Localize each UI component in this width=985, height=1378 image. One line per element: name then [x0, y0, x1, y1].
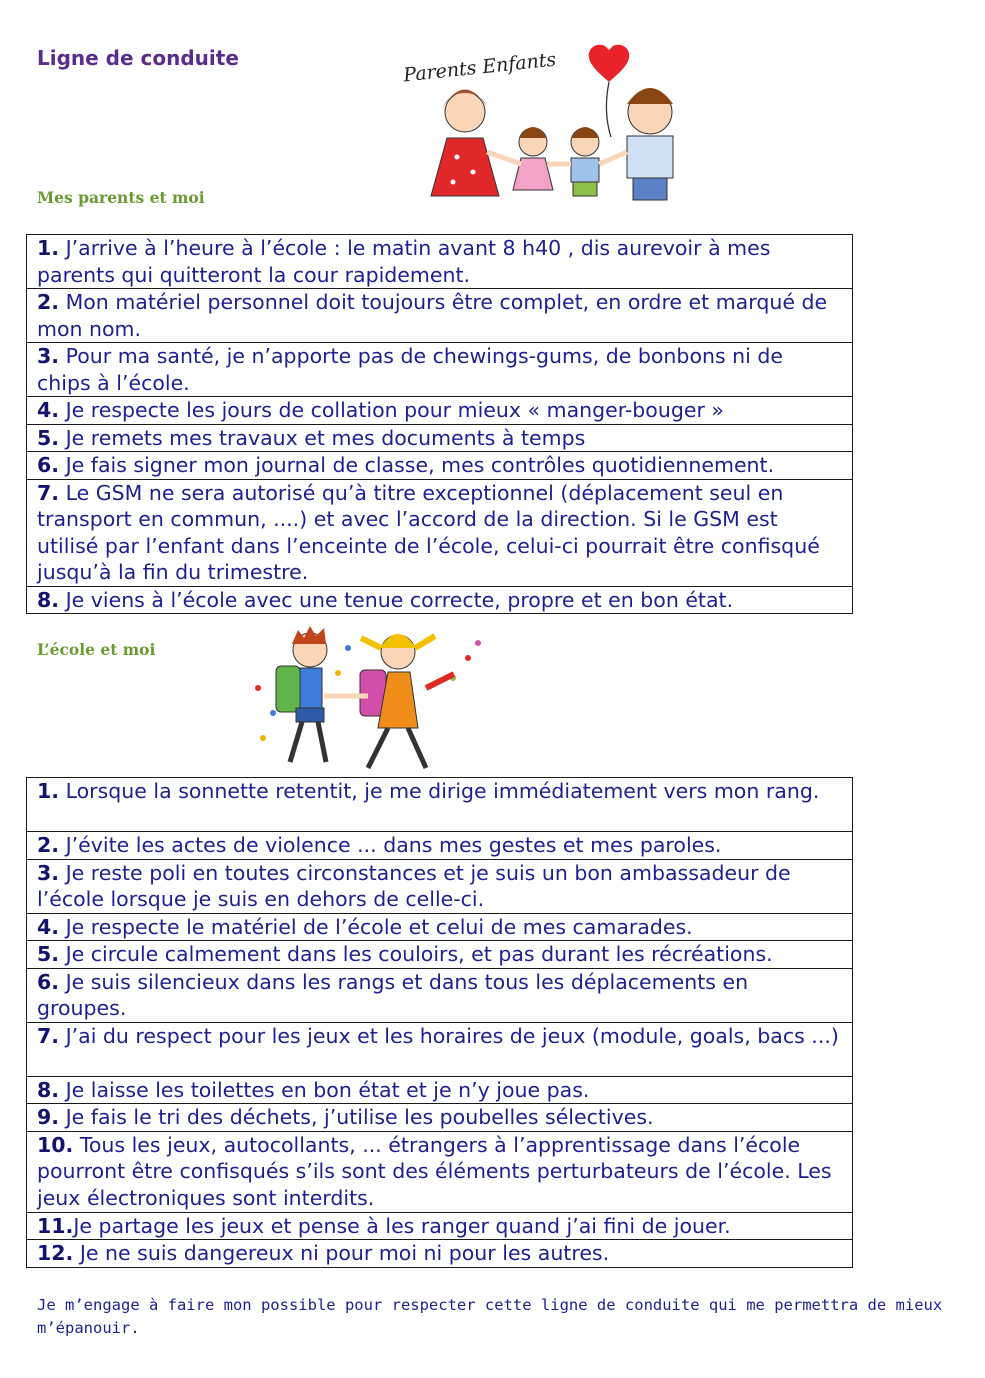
table-row: [27, 859, 853, 913]
table-row: [27, 479, 853, 586]
rule-text: J’arrive à l’heure à l’école : le matin avant 8 h40 , dis aurevoir à mes parents qui quitteront la cour rapidement.: [37, 236, 771, 287]
rule-number: 7.: [37, 480, 60, 505]
table-row: [27, 832, 853, 860]
rule-number: 2.: [37, 833, 60, 857]
table-row: [27, 1131, 853, 1212]
rule-number: 5.: [37, 942, 60, 966]
table-row: [27, 397, 853, 425]
rule-text: Mon matériel personnel doit toujours être complet, en ordre et marqué de mon nom.: [37, 290, 828, 341]
rule-number: 5.: [37, 425, 60, 450]
table-row: [27, 424, 853, 452]
rule-number: 9.: [37, 1105, 60, 1129]
rule-number: 2.: [37, 290, 60, 314]
rule-number: 4.: [37, 914, 60, 939]
rule-text: Tous les jeux, autocollants, ... étrangers à l’apprentissage dans l’école pourront être confisqués s’ils sont des éléments perturbateurs de l’école. Les jeux électroniques sont interdits.: [37, 1132, 832, 1210]
page-title: Ligne de conduite: [37, 46, 239, 70]
rule-text: Je viens à l’école avec une tenue correcte, propre et en bon état.: [59, 587, 734, 612]
rule-text: Je partage les jeux et pense à les ranger quand j’ai fini de jouer.: [73, 1213, 731, 1238]
rule-number: 8.: [37, 1077, 60, 1102]
rule-number: 7.: [37, 1023, 60, 1048]
table-row: [27, 343, 853, 397]
table-row: [27, 289, 853, 343]
rule-text: Je laisse les toilettes en bon état et je n’y joue pas.: [59, 1077, 590, 1102]
rule-text: J’évite les actes de violence ... dans mes gestes et mes paroles.: [59, 833, 722, 857]
rule-text: Je reste poli en toutes circonstances et je suis un bon ambassadeur de l’école lorsque je suis en dehors de celle-ci.: [37, 860, 791, 911]
table-row: [27, 452, 853, 480]
table-row: [27, 1022, 853, 1076]
rule-number: 10.: [37, 1132, 74, 1157]
rule-number: 3.: [37, 860, 60, 885]
rule-number: 11.: [37, 1213, 74, 1238]
rule-text: Je remets mes travaux et mes documents à temps: [59, 425, 586, 450]
rule-number: 1.: [37, 779, 60, 803]
table-row: [27, 1104, 853, 1132]
family-illustration: [395, 42, 705, 202]
table-row: [27, 1240, 853, 1268]
table-row: [27, 778, 853, 832]
rule-text: Je ne suis dangereux ni pour moi ni pour les autres.: [73, 1241, 610, 1265]
rule-text: Je fais le tri des déchets, j’utilise les poubelles sélectives.: [59, 1105, 654, 1129]
parents-enfants-handwriting: Parents Enfants: [402, 48, 558, 87]
rule-text: Je respecte le matériel de l’école et celui de mes camarades.: [59, 914, 693, 939]
rule-text: J’ai du respect pour les jeux et les horaires de jeux (module, goals, bacs ...): [59, 1023, 839, 1048]
rule-text: Pour ma santé, je n’apporte pas de chewings-gums, de bonbons ni de chips à l’école.: [37, 344, 783, 395]
rule-number: 8.: [37, 587, 60, 612]
rule-number: 12.: [37, 1241, 74, 1265]
table-row: [27, 1212, 853, 1240]
rule-text: Je respecte les jours de collation pour mieux « manger-bouger »: [59, 398, 724, 422]
rule-text: Je suis silencieux dans les rangs et dans tous les déplacements en groupes.: [37, 969, 749, 1020]
table-row: [27, 586, 853, 614]
rule-number: 6.: [37, 969, 60, 994]
rules-table-school: [26, 777, 853, 1268]
table-row: [27, 913, 853, 941]
rule-number: 6.: [37, 453, 60, 477]
rule-text: Le GSM ne sera autorisé qu’à titre exceptionnel (déplacement seul en transport en commun, ....) et avec l’accord de la direction. Si le GSM est utilisé par l’enfant dans l’enceinte de l’école, celui-ci pourrait être confisqué jusqu’à la fin du trimestre.: [37, 480, 820, 584]
rule-text: Lorsque la sonnette retentit, je me dirige immédiatement vers mon rang.: [59, 779, 820, 803]
rules-table-parents: [26, 234, 853, 614]
table-row: [27, 968, 853, 1022]
rule-number: 1.: [37, 236, 60, 260]
children-school-illustration: [248, 618, 488, 776]
table-row: [27, 941, 853, 969]
rule-text: Je circule calmement dans les couloirs, et pas durant les récréations.: [59, 942, 773, 966]
table-row: [27, 235, 853, 289]
section-heading-parents: Mes parents et moi: [37, 188, 205, 207]
rule-number: 4.: [37, 398, 60, 422]
rule-number: 3.: [37, 344, 60, 368]
commitment-footer: Je m’engage à faire mon possible pour respecter cette ligne de conduite qui me permettra de mieux m’épanouir.: [37, 1296, 943, 1337]
section-heading-school: L’école et moi: [37, 640, 156, 659]
rule-text: Je fais signer mon journal de classe, mes contrôles quotidiennement.: [59, 453, 775, 477]
table-row: [27, 1076, 853, 1104]
